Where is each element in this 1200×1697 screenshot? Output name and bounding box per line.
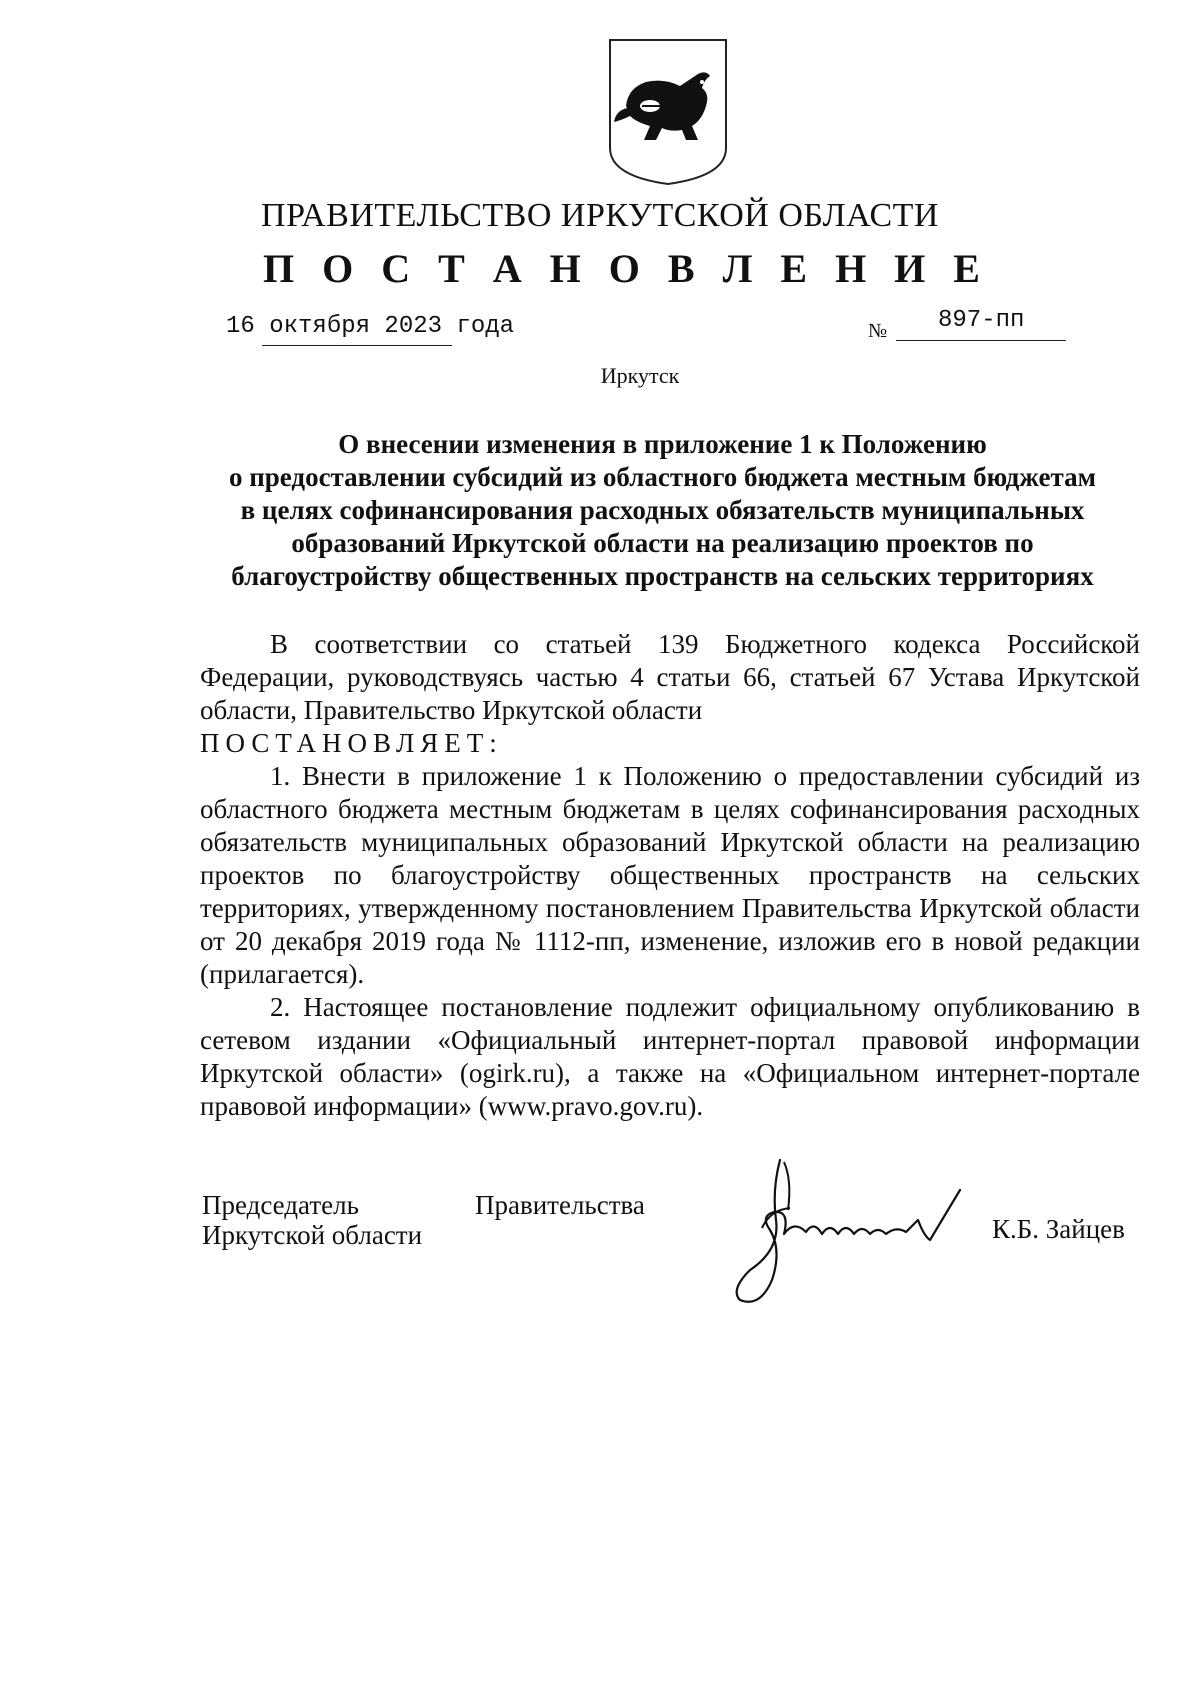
clause-1: 1. Внести в приложение 1 к Положению о предоставлении субсидий из областного бюджета местным бюджетам в целях софинансирования расходных обязательств муниципальных образований Иркутской области на реализацию проектов по благоустройству общественных пространств на сельских территориях, утвержденному постановлением Правительства Иркутской области от 20 декабря 2019 года № 1112-пп, изменение, изложив его в новой редакции (прилагается).: [200, 761, 1140, 989]
document-type: П О С Т А Н О В Л Е Н И Е: [263, 246, 989, 291]
handwritten-signature: [710, 1150, 1030, 1310]
signer-position-part3: Иркутской области: [202, 1220, 423, 1250]
resolves-heading: ПОСТАНОВЛЯЕТ:: [200, 728, 503, 758]
preamble-paragraph: В соответствии со статьей 139 Бюджетного кодекса Российской Федерации, руководствуясь частью 4 статьи 66, статьей 67 Устава Иркутской области, Правительство Иркутской области: [200, 629, 1140, 725]
signer-position-part1: Председатель: [202, 1190, 359, 1220]
number-sign: №: [868, 320, 888, 342]
date-underline: [262, 345, 452, 346]
title-line: образований Иркутской области на реализацию проектов по: [291, 528, 1034, 558]
title-line: в целях софинансирования расходных обязательств муниципальных: [240, 495, 1085, 525]
document-title: [195, 428, 1130, 593]
document-body: [200, 628, 1140, 1123]
document-date: 16 октября 2023 года: [226, 313, 515, 340]
title-line: благоустройству общественных пространств на сельских территориях: [231, 561, 1094, 591]
title-line: о предоставлении субсидий из областного бюджета местным бюджетам: [228, 462, 1097, 492]
signer-name: К.Б. Зайцев: [992, 1214, 1125, 1244]
title-line: О внесении изменения в приложение 1 к Положению: [338, 429, 987, 459]
document-number: 897-пп: [938, 307, 1025, 334]
coat-of-arms-emblem: [606, 36, 730, 186]
document-city: Иркутск: [600, 363, 680, 388]
clause-2: 2. Настоящее постановление подлежит официальному опубликованию в сетевом издании «Официальный интернет-портал правовой информации Иркутской области» (ogirk.ru), а также на «Официальном интернет-портале правовой информации» (www.pravo.gov.ru).: [200, 992, 1140, 1121]
issuing-authority: ПРАВИТЕЛЬСТВО ИРКУТСКОЙ ОБЛАСТИ: [261, 197, 939, 234]
number-underline: [896, 340, 1066, 341]
signer-position-part2: Правительства: [475, 1190, 645, 1220]
